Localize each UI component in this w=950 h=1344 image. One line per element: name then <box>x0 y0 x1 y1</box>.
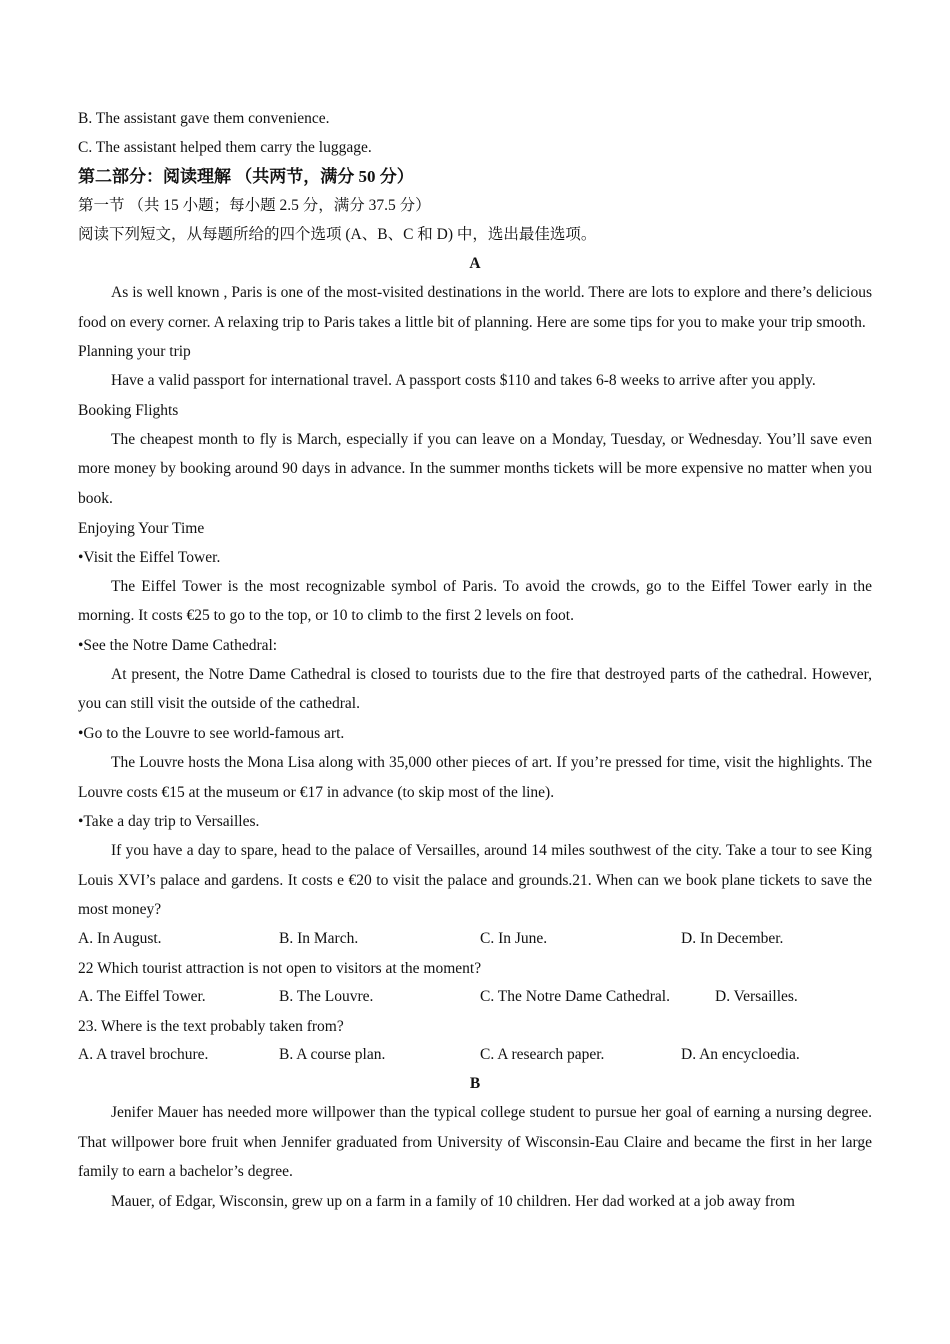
para-eiffel: The Eiffel Tower is the most recognizable symbol of Paris. To avoid the crowds, go to the Eiffel Tower early in the morning. It costs €25 to go to the top, or 10 to climb to the first 2 levels on foot. <box>78 577 872 625</box>
q23-options <box>78 1041 872 1070</box>
para-notre-dame: At present, the Notre Dame Cathedral is closed to tourists due to the fire that destroyed parts of the cathedral. However, you can still visit the outside of the cathedral. <box>78 665 872 713</box>
q23-option-c: C. A research paper. <box>480 1045 605 1063</box>
q22-option-b: B. The Louvre. <box>279 987 374 1005</box>
q22-option-d: D. Versailles. <box>715 987 798 1005</box>
instruction: 阅读下列短文，从每题所给的四个选项 (A、B、C 和 D) 中，选出最佳选项。 <box>78 226 597 243</box>
q23-option-d: D. An encycloedia. <box>681 1045 800 1063</box>
para-flights: The cheapest month to fly is March, especially if you can leave on a Monday, Tuesday, or Wednesday. You’ll save even more money by booking around 90 days in advance. In the summer months tickets will be more expensive no matter when you book. <box>78 430 872 507</box>
bullet-eiffel: •Visit the Eiffel Tower. <box>78 548 221 566</box>
q22-option-c: C. The Notre Dame Cathedral. <box>480 987 670 1005</box>
bullet-louvre: •Go to the Louvre to see world-famous art. <box>78 724 345 742</box>
q22-options <box>78 983 872 1012</box>
q21-option-a: A. In August. <box>78 929 162 947</box>
option-b-prev: B. The assistant gave them convenience. <box>78 110 330 127</box>
q23-stem: 23. Where is the text probably taken from? <box>78 1017 344 1035</box>
passage-b-para1: Jenifer Mauer has needed more willpower than the typical college student to pursue her goal of earning a nursing degree. That willpower bore fruit when Jennifer graduated from University of Wisconsin-Eau Claire and became the first in her large family to earn a bachelor’s degree. <box>78 1104 872 1181</box>
q23-option-a: A. A travel brochure. <box>78 1045 209 1063</box>
q22-stem: 22 Which tourist attraction is not open to visitors at the moment? <box>78 959 482 977</box>
passage-a-label: A <box>469 255 481 272</box>
para-louvre: The Louvre hosts the Mona Lisa along with 35,000 other pieces of art. If you’re pressed for time, visit the highlights. The Louvre costs €15 at the museum or €17 in advance (to skip most of the line). <box>78 753 872 801</box>
q21-option-b: B. In March. <box>279 929 359 947</box>
bullet-notre-dame: •See the Notre Dame Cathedral: <box>78 636 278 654</box>
part2-heading: 第二部分：阅读理解 （共两节，满分 50 分） <box>78 167 414 186</box>
q23-option-b: B. A course plan. <box>279 1045 386 1063</box>
q22-option-a: A. The Eiffel Tower. <box>78 987 206 1005</box>
q21-option-d: D. In December. <box>681 929 784 947</box>
heading-flights: Booking Flights <box>78 401 179 419</box>
heading-enjoy: Enjoying Your Time <box>78 519 205 537</box>
section1-heading: 第一节 （共 15 小题；每小题 2.5 分，满分 37.5 分） <box>78 197 431 214</box>
passage-b-para2: Mauer, of Edgar, Wisconsin, grew up on a farm in a family of 10 children. Her dad worked at a job away from <box>111 1193 795 1211</box>
q21-option-c: C. In June. <box>480 929 548 947</box>
heading-planning: Planning your trip <box>78 343 191 361</box>
exam-page <box>78 104 872 1217</box>
para-versailles-q21: If you have a day to spare, head to the palace of Versailles, around 14 miles southwest of the city. Take a tour to see King Louis XVI’s palace and gardens. It costs e €20 to visit the palace and grounds.21. When can we book plane tickets to save the most money? <box>78 842 872 919</box>
passage-a-intro: As is well known , Paris is one of the most-visited destinations in the world. There are lots to explore and there’s delicious food on every corner. A relaxing trip to Paris takes a little bit of planning. Here are some tips for you to make your trip smooth. <box>78 284 872 331</box>
q21-options <box>78 925 872 954</box>
passage-b-label: B <box>469 1075 481 1093</box>
para-planning: Have a valid passport for international travel. A passport costs $110 and takes 6-8 weeks to arrive after you apply. <box>111 372 816 390</box>
option-c-prev: C. The assistant helped them carry the luggage. <box>78 139 372 156</box>
bullet-versailles: •Take a day trip to Versailles. <box>78 813 260 831</box>
